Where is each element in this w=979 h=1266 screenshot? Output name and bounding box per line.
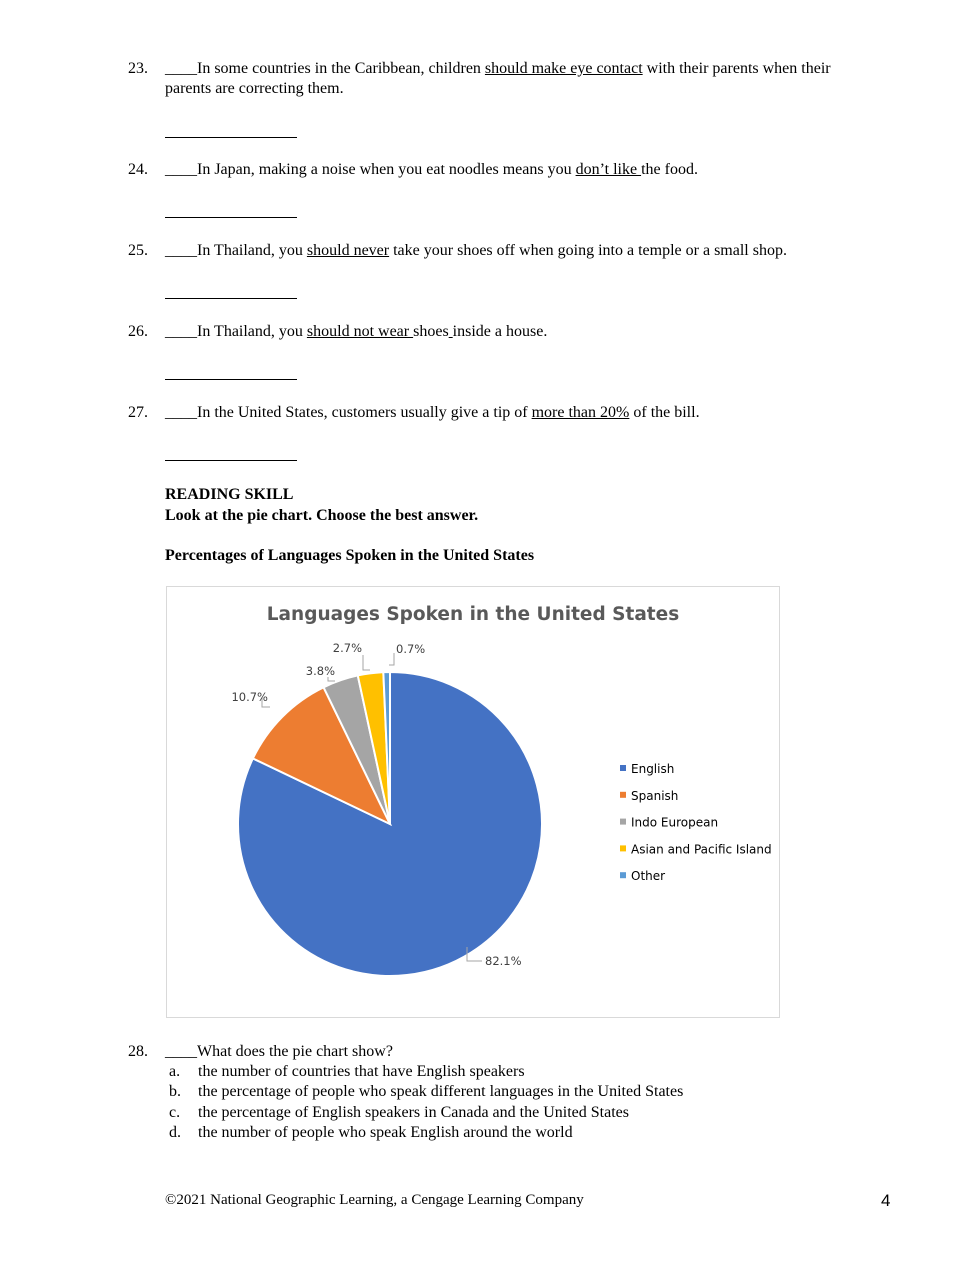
answer-option	[169, 1062, 525, 1082]
data-label: 82.1%	[485, 954, 522, 968]
answer-blank: ____	[165, 404, 197, 421]
copyright-footer: ©2021 National Geographic Learning, a Cengage Learning Company	[165, 1192, 584, 1208]
option-text: the percentage of English speakers in Canada and the United States	[198, 1104, 629, 1121]
question-text: inside a house.	[452, 323, 548, 340]
question-text: In some countries in the Caribbean, children	[197, 60, 485, 77]
option-letter: c.	[169, 1104, 181, 1121]
question-text: take your shoes off when going into a temple or a small shop.	[389, 242, 787, 259]
question-text: the food.	[641, 161, 698, 178]
legend-swatch	[620, 845, 626, 851]
answer-line	[165, 298, 297, 299]
underlined-phrase: should make eye contact	[484, 60, 643, 77]
option-text: the percentage of people who speak different languages in the United States	[198, 1083, 684, 1100]
underlined-phrase: don’t like	[575, 161, 642, 178]
answer-line	[165, 137, 297, 138]
answer-blank: ____	[165, 161, 197, 178]
answer-option	[169, 1103, 629, 1123]
data-label: 0.7%	[396, 642, 426, 656]
question-text: In the United States, customers usually give a tip of	[197, 404, 532, 421]
question-text: What does the pie chart show?	[197, 1043, 393, 1060]
leader-line	[363, 655, 370, 670]
question-number: 26.	[128, 323, 148, 340]
question-number: 28.	[128, 1043, 148, 1060]
answer-option	[169, 1082, 683, 1102]
legend-swatch	[620, 819, 626, 825]
legend-swatch	[620, 792, 626, 798]
question-number: 25.	[128, 242, 148, 259]
answer-blank: ____	[165, 242, 197, 259]
legend-swatch	[620, 765, 626, 771]
data-label: 3.8%	[305, 664, 335, 678]
option-letter: d.	[169, 1124, 181, 1141]
question-text: with their parents when their parents are correcting them.	[165, 60, 831, 97]
question-text: In Japan, making a noise when you eat noodles means you	[197, 161, 576, 178]
legend-label: Indo European	[631, 815, 719, 830]
chart-title: Languages Spoken in the United States	[266, 604, 680, 625]
question-text: shoes	[413, 323, 449, 340]
option-text: the number of countries that have English speakers	[198, 1063, 525, 1080]
option-letter: a.	[169, 1063, 181, 1080]
pie-chart-svg	[167, 587, 781, 1019]
question-number: 23.	[128, 60, 148, 77]
page-number: 4	[881, 1191, 891, 1210]
answer-blank: ____	[165, 323, 197, 340]
leader-line	[389, 653, 394, 665]
answer-line	[165, 217, 297, 218]
answer-option	[169, 1123, 573, 1143]
legend-label: Asian and Pacific Island	[631, 842, 772, 857]
answer-line	[165, 379, 297, 380]
underlined-phrase: more than 20%	[531, 404, 630, 421]
question-text: In Thailand, you	[197, 242, 307, 259]
data-label: 2.7%	[332, 641, 362, 655]
option-letter: b.	[169, 1083, 181, 1100]
legend-swatch	[620, 872, 626, 878]
question-text: In Thailand, you	[197, 323, 307, 340]
legend-label: Spanish	[631, 788, 679, 803]
answer-blank: ____	[165, 60, 197, 77]
section-instruction: Look at the pie chart. Choose the best answer.	[165, 507, 479, 524]
section-heading: READING SKILL	[165, 486, 294, 503]
question-number: 24.	[128, 161, 148, 178]
underlined-phrase: should not wear	[306, 323, 414, 340]
legend-label: English	[631, 762, 675, 776]
answer-blank: ____	[165, 1043, 197, 1060]
chart-caption: Percentages of Languages Spoken in the United States	[165, 547, 535, 564]
option-text: the number of people who speak English around the world	[198, 1124, 573, 1141]
answer-line	[165, 460, 297, 461]
question-number: 27.	[128, 404, 148, 421]
legend-label: Other	[631, 869, 666, 884]
data-label: 10.7%	[231, 690, 268, 704]
question-text: of the bill.	[629, 404, 700, 421]
underlined-phrase: should never	[306, 242, 390, 259]
pie-chart	[166, 586, 780, 1018]
